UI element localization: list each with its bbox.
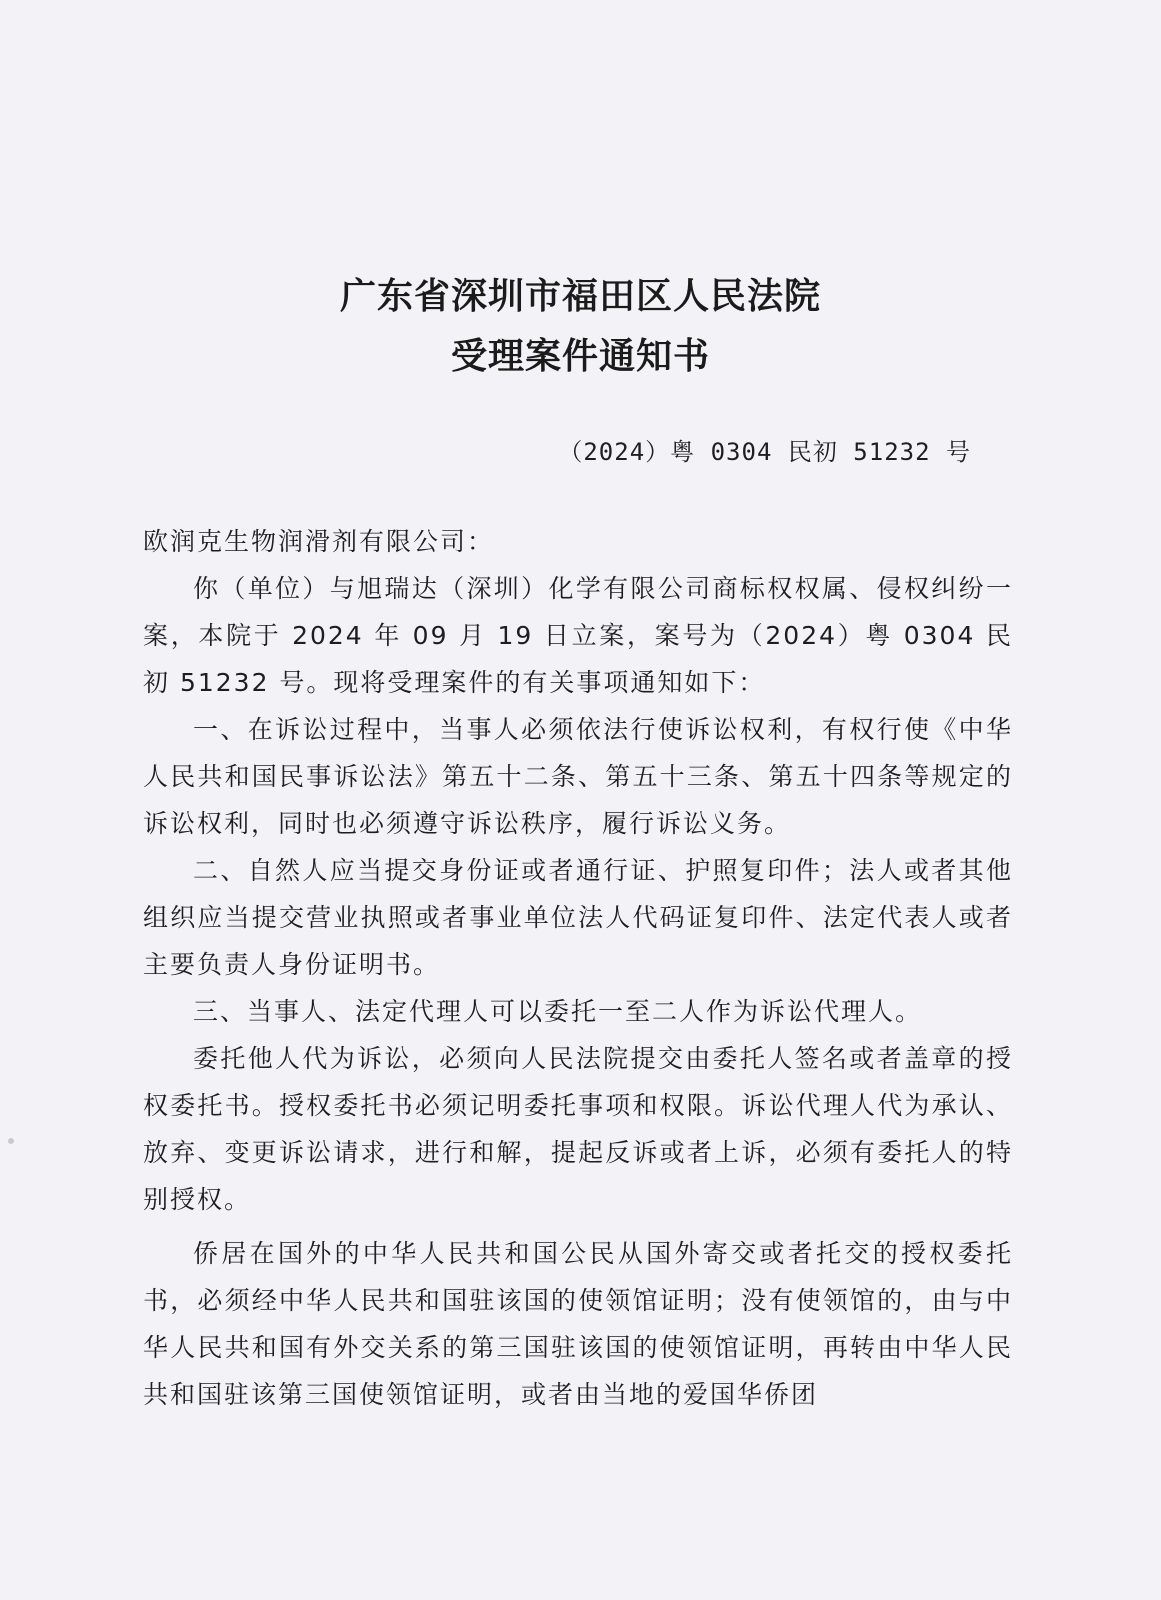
scan-speck bbox=[8, 1138, 14, 1144]
addressee-text: 欧润克生物润滑剂有限公司： bbox=[143, 527, 495, 556]
addressee bbox=[143, 518, 1013, 565]
paragraph-item-3 bbox=[143, 988, 1013, 1035]
paragraph-overseas bbox=[143, 1230, 1013, 1418]
paragraph-text: 二、自然人应当提交身份证或者通行证、护照复印件；法人或者其他组织应当提交营业执照或者事业单位法人代码证复印件、法定代表人或者主要负责人身份证明书。 bbox=[143, 856, 1013, 979]
paragraph-text: 三、当事人、法定代理人可以委托一至二人作为诉讼代理人。 bbox=[193, 997, 923, 1026]
paragraph-text: 侨居在国外的中华人民共和国公民从国外寄交或者托交的授权委托书，必须经中华人民共和国驻该国的使领馆证明；没有使领馆的，由与中华人民共和国有外交关系的第三国驻该国的使领馆证明，再转由中华人民共和国驻该第三国使领馆证明，或者由当地的爱国华侨团 bbox=[143, 1239, 1013, 1409]
paragraph-item-1 bbox=[143, 706, 1013, 847]
paragraph-intro bbox=[143, 565, 1013, 706]
paragraph-text: 你（单位）与旭瑞达（深圳）化学有限公司商标权权属、侵权纠纷一案，本院于 2024 年 09 月 19 日立案，案号为（2024）粤 0304 民初 51232 号。现将受理案件的有关事项通知如下： bbox=[143, 574, 1013, 697]
case-number: （2024）粤 0304 民初 51232 号 bbox=[558, 438, 971, 466]
paragraph-item-2 bbox=[143, 847, 1013, 988]
paragraph-text: 委托他人代为诉讼，必须向人民法院提交由委托人签名或者盖章的授权委托书。授权委托书必须记明委托事项和权限。诉讼代理人代为承认、放弃、变更诉讼请求，进行和解，提起反诉或者上诉，必须有委托人的特别授权。 bbox=[143, 1044, 1013, 1214]
court-name-title: 广东省深圳市福田区人民法院 bbox=[339, 275, 821, 317]
paragraph-text: 一、在诉讼过程中，当事人必须依法行使诉讼权利，有权行使《中华人民共和国民事诉讼法》第五十二条、第五十三条、第五十四条等规定的诉讼权利，同时也必须遵守诉讼秩序，履行诉讼义务。 bbox=[143, 715, 1013, 838]
notice-title: 受理案件通知书 bbox=[450, 335, 710, 377]
paragraph-authorization bbox=[143, 1035, 1013, 1223]
